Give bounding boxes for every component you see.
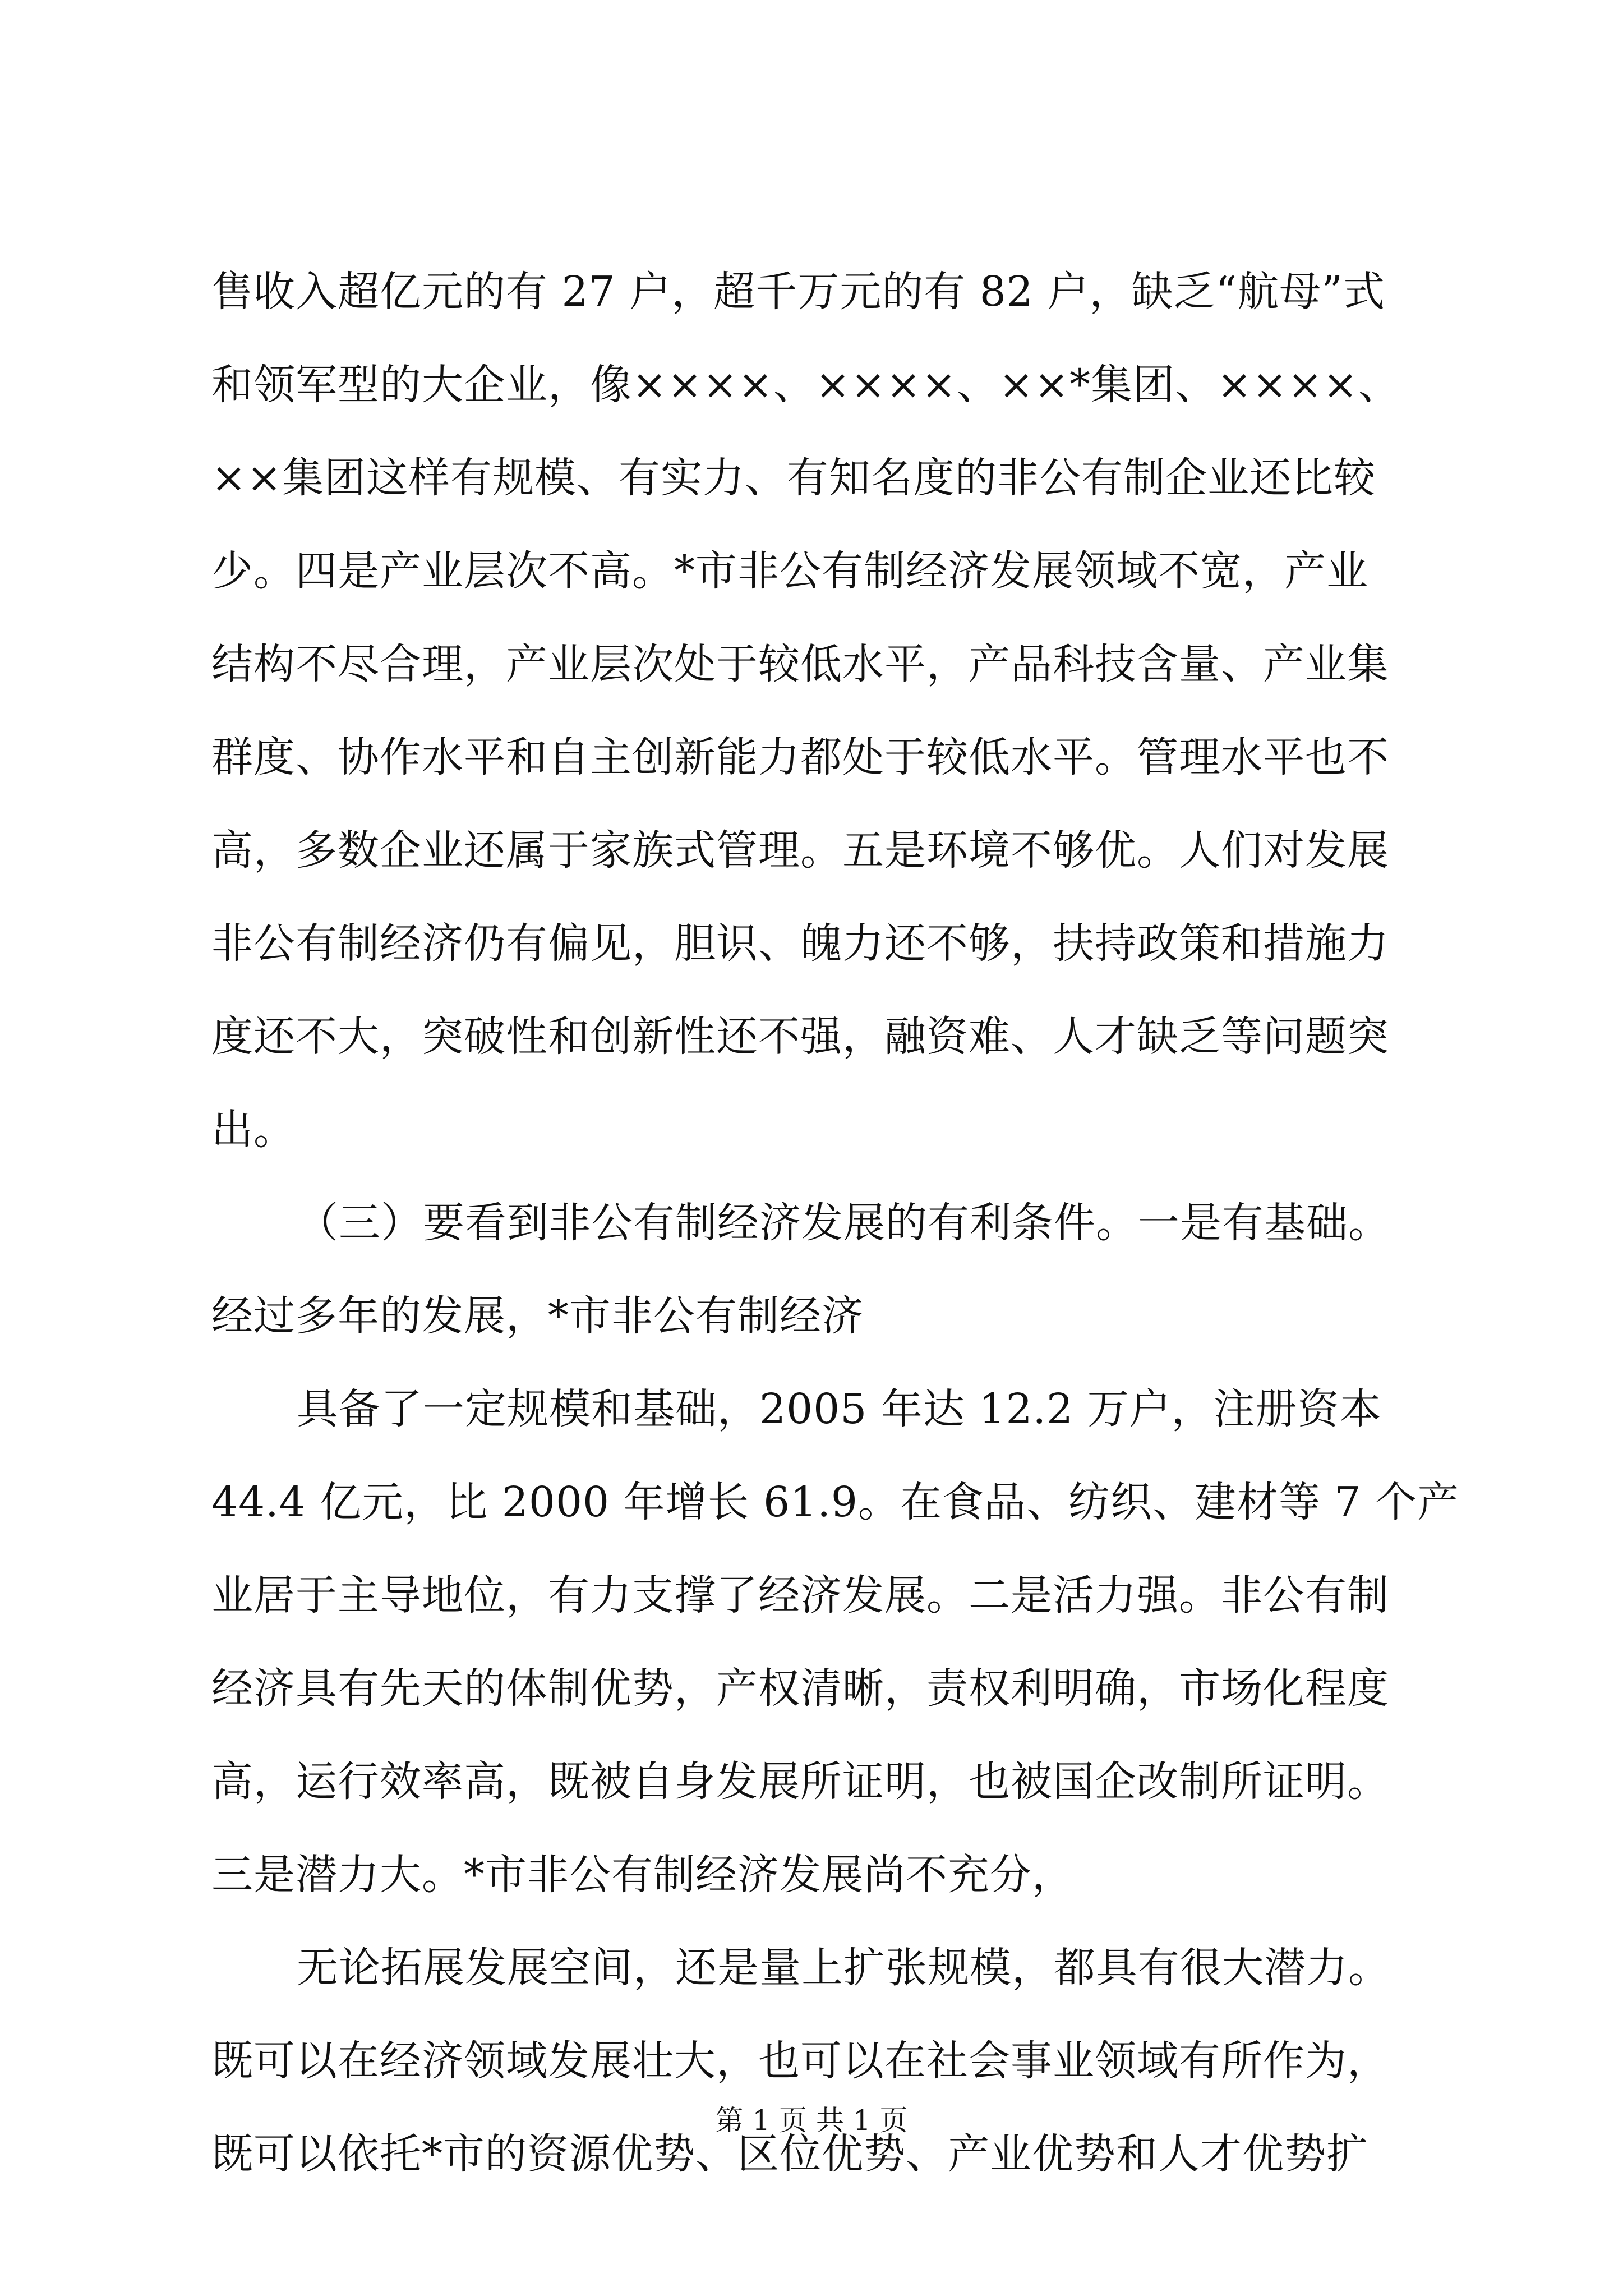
text-line-16: 经济具有先天的体制优势，产权清晰，责权利明确，市场化程度 xyxy=(211,1664,1389,1713)
text-line-13: 具备了一定规模和基础，2005 年达 12.2 万户，注册资本 xyxy=(297,1385,1382,1433)
page-number-footer: 第 1 页 共 1 页 xyxy=(715,2104,908,2137)
text-line-7: 高，多数企业还属于家族式管理。五是环境不够优。人们对发展 xyxy=(211,826,1389,875)
text-line-6: 群度、协作水平和自主创新能力都处于较低水平。管理水平也不 xyxy=(211,733,1389,781)
text-line-12: 经过多年的发展，*市非公有制经济 xyxy=(211,1292,864,1340)
text-line-3: ××集团这样有规模、有实力、有知名度的非公有制企业还比较 xyxy=(211,454,1376,502)
text-line-10: 出。 xyxy=(211,1106,296,1154)
text-line-9: 度还不大，突破性和创新性还不强，融资难、人才缺乏等问题突 xyxy=(211,1013,1389,1061)
text-line-18: 三是潜力大。*市非公有制经济发展尚不充分， xyxy=(211,1851,1074,1899)
text-line-15: 业居于主导地位，有力支撑了经济发展。二是活力强。非公有制 xyxy=(211,1571,1389,1619)
text-line-8: 非公有制经济仍有偏见，胆识、魄力还不够，扶持政策和措施力 xyxy=(211,919,1389,968)
text-line-19: 无论拓展发展空间，还是量上扩张规模，都具有很大潜力。 xyxy=(297,1944,1390,1992)
text-line-11: （三）要看到非公有制经济发展的有利条件。一是有基础。 xyxy=(297,1199,1390,1247)
text-line-20: 既可以在经济领域发展壮大，也可以在社会事业领域有所作为， xyxy=(211,2037,1389,2085)
text-line-2: 和领军型的大企业，像××××、××××、××*集团、××××、 xyxy=(211,361,1401,409)
text-line-4: 少。四是产业层次不高。*市非公有制经济发展领域不宽，产业 xyxy=(211,547,1368,595)
text-line-21: 既可以依托*市的资源优势、区位优势、产业优势和人才优势扩 xyxy=(211,2130,1368,2178)
text-line-14: 44.4 亿元，比 2000 年增长 61.9。在食品、纺织、建材等 7 个产 xyxy=(211,1478,1460,1526)
text-line-17: 高，运行效率高，既被自身发展所证明，也被国企改制所证明。 xyxy=(211,1757,1389,1806)
text-line-1: 售收入超亿元的有 27 户，超千万元的有 82 户，缺乏“航母”式 xyxy=(211,268,1386,316)
text-line-5: 结构不尽合理，产业层次处于较低水平，产品科技含量、产业集 xyxy=(211,640,1389,688)
